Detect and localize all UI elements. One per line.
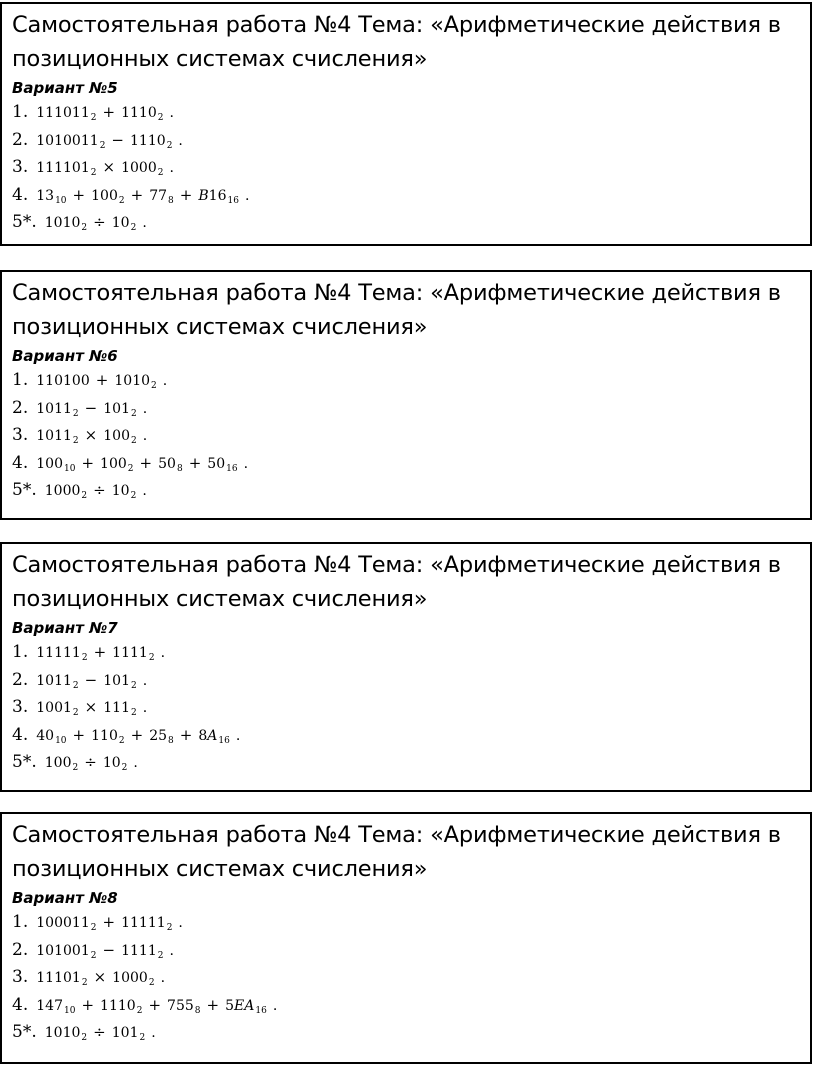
number-term xyxy=(36,970,87,986)
base-subscript: 16 xyxy=(226,463,238,474)
task-item xyxy=(12,725,810,753)
task-expression xyxy=(36,698,147,716)
term-value: 50 xyxy=(207,455,226,472)
number-term xyxy=(91,188,125,204)
number-term xyxy=(112,215,137,231)
term-value: 1111 xyxy=(112,645,148,661)
card-title: Самостоятельная работа №4 Тема: «Арифметические действия в позиционных системах счисления» xyxy=(12,552,781,612)
task-item xyxy=(12,697,810,725)
number-term xyxy=(45,1025,87,1041)
number-term xyxy=(36,133,105,149)
task-end-dot: . xyxy=(178,915,183,931)
task-end-dot: . xyxy=(142,215,147,231)
term-value: 8A xyxy=(198,727,218,744)
task-number: 3. xyxy=(12,157,29,177)
task-expression xyxy=(45,1023,156,1041)
task-expression xyxy=(36,371,167,389)
term-value: 5EA xyxy=(225,997,255,1014)
task-number: 5*. xyxy=(12,1022,37,1042)
number-term xyxy=(36,700,78,716)
term-value: 1110 xyxy=(130,132,166,149)
number-term xyxy=(36,645,87,661)
task-expression xyxy=(36,399,147,417)
base-subscript: 8 xyxy=(194,1005,201,1016)
term-value: 101 xyxy=(111,1025,139,1041)
task-expression xyxy=(36,103,174,121)
task-end-dot: . xyxy=(151,1025,156,1041)
base-subscript: 2 xyxy=(131,408,137,419)
term-value: B16 xyxy=(198,187,227,204)
task-end-dot: . xyxy=(142,400,148,417)
operator: + xyxy=(72,725,86,744)
number-term xyxy=(121,943,163,959)
operator: + xyxy=(188,453,202,472)
base-subscript: 2 xyxy=(131,680,137,691)
number-term xyxy=(100,456,134,472)
task-end-dot: . xyxy=(142,428,148,444)
task-expression xyxy=(36,968,165,986)
number-term xyxy=(198,728,230,744)
card-variant-7 xyxy=(0,542,812,792)
term-value: 755 xyxy=(167,997,194,1014)
term-value: 111011 xyxy=(36,105,90,121)
number-term xyxy=(103,401,137,417)
operator: + xyxy=(102,103,116,121)
base-subscript: 2 xyxy=(72,680,79,691)
task-number: 4. xyxy=(12,724,29,745)
operator: + xyxy=(130,725,144,744)
base-subscript: 8 xyxy=(176,463,183,474)
variant-label: Вариант №7 xyxy=(12,619,118,637)
base-subscript: 2 xyxy=(131,708,137,718)
number-term xyxy=(121,105,163,121)
task-end-dot: . xyxy=(133,755,138,771)
term-value: 13 xyxy=(36,187,55,204)
operator: + xyxy=(179,725,193,744)
term-value: 1111 xyxy=(121,942,157,959)
number-term xyxy=(36,401,78,417)
operator: + xyxy=(206,995,220,1014)
card-title: Самостоятельная работа №4 Тема: «Арифметические действия в позиционных системах счисления» xyxy=(12,280,781,340)
task-end-dot: . xyxy=(178,132,183,149)
task-item xyxy=(12,752,810,780)
number-term xyxy=(36,673,78,689)
number-term xyxy=(114,373,156,389)
number-term xyxy=(91,728,125,744)
base-subscript: 2 xyxy=(130,223,137,233)
number-term xyxy=(36,373,90,389)
term-value: 1110 xyxy=(121,105,157,121)
task-end-dot: . xyxy=(162,373,168,389)
task-expression xyxy=(36,131,183,149)
term-value: 110100 xyxy=(36,373,90,389)
card-variant-6 xyxy=(0,270,812,520)
base-subscript: 2 xyxy=(136,1005,143,1016)
number-term xyxy=(100,998,142,1014)
term-value: 100011 xyxy=(36,915,90,931)
variant-label: Вариант №6 xyxy=(12,347,118,365)
base-subscript: 2 xyxy=(157,168,164,178)
term-value: 1110 xyxy=(100,997,136,1014)
base-subscript: 10 xyxy=(55,195,67,206)
number-term xyxy=(121,915,172,931)
operator: + xyxy=(81,995,95,1014)
task-expression xyxy=(36,996,277,1014)
card-variant-8 xyxy=(0,812,812,1064)
task-number: 1. xyxy=(12,370,29,390)
base-subscript: 2 xyxy=(157,113,164,123)
task-expression xyxy=(36,913,183,931)
term-value: 1010 xyxy=(114,373,151,389)
term-value: 110 xyxy=(91,727,118,744)
operator: × xyxy=(84,426,98,444)
term-value: 101 xyxy=(103,400,130,417)
base-subscript: 10 xyxy=(64,463,76,474)
task-item xyxy=(12,912,810,940)
number-term xyxy=(45,483,87,499)
operator: + xyxy=(102,913,116,931)
term-value: 100 xyxy=(36,455,63,472)
task-number: 4. xyxy=(12,184,29,205)
task-item xyxy=(12,398,810,426)
base-subscript: 2 xyxy=(90,113,97,123)
task-end-dot: . xyxy=(235,727,241,744)
task-item xyxy=(12,212,810,240)
term-value: 50 xyxy=(158,455,176,472)
operator: + xyxy=(179,185,193,204)
term-value: 25 xyxy=(149,727,168,744)
operator: − xyxy=(111,130,124,149)
term-value: 100 xyxy=(100,455,127,472)
term-value: 111101 xyxy=(36,160,90,176)
number-term xyxy=(36,428,78,444)
term-value: 1010011 xyxy=(36,132,99,149)
term-value: 1000 xyxy=(44,483,81,499)
base-subscript: 2 xyxy=(166,140,173,151)
task-end-dot: . xyxy=(272,997,278,1014)
number-term xyxy=(103,428,137,444)
number-term xyxy=(36,728,66,744)
task-number: 2. xyxy=(12,939,29,960)
task-number: 3. xyxy=(12,425,29,445)
base-subscript: 2 xyxy=(81,653,88,663)
term-value: 100 xyxy=(103,428,130,444)
base-subscript: 2 xyxy=(99,140,106,151)
term-value: 11111 xyxy=(36,645,81,661)
task-expression xyxy=(36,726,240,744)
task-number: 2. xyxy=(12,669,29,690)
task-item xyxy=(12,185,810,213)
number-term xyxy=(103,755,128,771)
task-number: 5*. xyxy=(12,752,37,772)
card-title: Самостоятельная работа №4 Тема: «Арифметические действия в позиционных системах счисления» xyxy=(12,822,781,882)
operator: + xyxy=(72,185,86,204)
term-value: 111 xyxy=(103,700,130,716)
task-expression xyxy=(36,186,249,204)
number-term xyxy=(112,1025,146,1041)
task-item xyxy=(12,1022,810,1050)
operator: + xyxy=(139,453,153,472)
operator: + xyxy=(130,185,144,204)
base-subscript: 8 xyxy=(168,735,174,746)
task-item xyxy=(12,102,810,130)
base-subscript: 2 xyxy=(72,436,79,446)
task-item xyxy=(12,995,810,1023)
number-term xyxy=(149,188,174,204)
operator: + xyxy=(93,643,107,661)
operator: + xyxy=(148,995,162,1014)
base-subscript: 2 xyxy=(148,978,155,988)
term-value: 100 xyxy=(91,187,118,204)
number-term xyxy=(121,160,163,176)
operator: − xyxy=(84,398,98,417)
number-term xyxy=(207,456,237,472)
task-number: 1. xyxy=(12,102,29,122)
task-number: 1. xyxy=(12,642,29,662)
task-number: 4. xyxy=(12,452,29,473)
base-subscript: 2 xyxy=(130,491,137,501)
variant-label: Вариант №8 xyxy=(12,889,118,907)
number-term xyxy=(158,456,183,472)
operator: × xyxy=(102,158,116,176)
operator: × xyxy=(93,968,107,986)
task-number: 1. xyxy=(12,912,29,932)
task-number: 3. xyxy=(12,967,29,987)
task-item xyxy=(12,370,810,398)
number-term xyxy=(112,483,137,499)
term-value: 1000 xyxy=(121,160,157,176)
task-list xyxy=(2,370,810,508)
base-subscript: 2 xyxy=(148,653,155,663)
task-expression xyxy=(36,941,174,959)
operator: − xyxy=(84,670,98,689)
operator: ÷ xyxy=(84,753,97,771)
task-end-dot: . xyxy=(160,970,166,986)
task-expression xyxy=(45,753,138,771)
number-term xyxy=(36,943,96,959)
number-term xyxy=(36,456,75,472)
task-expression xyxy=(36,158,174,176)
task-number: 5*. xyxy=(12,480,37,500)
base-subscript: 2 xyxy=(139,1033,146,1043)
task-expression xyxy=(45,213,147,231)
number-term xyxy=(130,133,172,149)
base-subscript: 10 xyxy=(55,735,67,746)
term-value: 1010 xyxy=(44,1025,81,1041)
term-value: 11111 xyxy=(121,915,166,931)
task-item xyxy=(12,670,810,698)
base-subscript: 2 xyxy=(157,950,164,961)
base-subscript: 16 xyxy=(255,1005,267,1016)
term-value: 10 xyxy=(111,215,130,231)
base-subscript: 2 xyxy=(151,381,157,391)
term-value: 1011 xyxy=(36,428,72,444)
task-number: 2. xyxy=(12,397,29,418)
number-term xyxy=(103,673,137,689)
number-term xyxy=(167,998,201,1014)
task-end-dot: . xyxy=(169,105,174,121)
number-term xyxy=(149,728,174,744)
task-list xyxy=(2,102,810,240)
base-subscript: 2 xyxy=(166,923,173,933)
task-item xyxy=(12,940,810,968)
number-term xyxy=(45,755,79,771)
task-expression xyxy=(36,426,147,444)
number-term xyxy=(36,105,96,121)
term-value: 100 xyxy=(44,755,72,771)
term-value: 1001 xyxy=(36,700,72,716)
number-term xyxy=(225,998,267,1014)
base-subscript: 2 xyxy=(121,763,128,773)
base-subscript: 2 xyxy=(72,708,79,718)
base-subscript: 2 xyxy=(90,950,97,961)
base-subscript: 2 xyxy=(90,168,97,178)
term-value: 10 xyxy=(111,483,130,499)
base-subscript: 16 xyxy=(227,195,239,206)
number-term xyxy=(36,160,96,176)
base-subscript: 2 xyxy=(81,223,88,233)
task-number: 5*. xyxy=(12,212,37,232)
card-title: Самостоятельная работа №4 Тема: «Арифметические действия в позиционных системах счисления» xyxy=(12,12,781,72)
term-value: 1010 xyxy=(44,215,81,231)
task-list xyxy=(2,912,810,1050)
term-value: 147 xyxy=(36,997,63,1014)
task-number: 3. xyxy=(12,697,29,717)
operator: + xyxy=(81,453,95,472)
base-subscript: 2 xyxy=(131,436,137,446)
task-end-dot: . xyxy=(142,672,148,689)
task-number: 4. xyxy=(12,994,29,1015)
task-number: 2. xyxy=(12,129,29,150)
base-subscript: 10 xyxy=(64,1005,76,1016)
term-value: 101001 xyxy=(36,942,90,959)
base-subscript: 2 xyxy=(81,1033,88,1043)
task-end-dot: . xyxy=(160,645,166,661)
base-subscript: 2 xyxy=(72,763,79,773)
base-subscript: 2 xyxy=(118,735,125,746)
base-subscript: 2 xyxy=(81,491,88,501)
card-variant-5 xyxy=(0,2,812,246)
task-end-dot: . xyxy=(169,160,174,176)
term-value: 77 xyxy=(149,187,168,204)
task-item xyxy=(12,425,810,453)
base-subscript: 2 xyxy=(127,463,134,474)
term-value: 11101 xyxy=(36,970,81,986)
base-subscript: 2 xyxy=(81,978,88,988)
task-item xyxy=(12,130,810,158)
term-value: 1011 xyxy=(36,400,72,417)
task-expression xyxy=(36,671,147,689)
term-value: 1000 xyxy=(112,970,148,986)
task-item xyxy=(12,157,810,185)
number-term xyxy=(103,700,137,716)
number-term xyxy=(36,998,75,1014)
number-term xyxy=(198,188,239,204)
task-expression xyxy=(36,643,165,661)
number-term xyxy=(36,915,96,931)
operator: + xyxy=(95,371,109,389)
term-value: 1011 xyxy=(36,672,72,689)
task-item xyxy=(12,480,810,508)
task-list xyxy=(2,642,810,780)
task-end-dot: . xyxy=(244,187,250,204)
task-expression xyxy=(36,454,248,472)
base-subscript: 2 xyxy=(90,923,97,933)
operator: × xyxy=(84,698,98,716)
base-subscript: 8 xyxy=(168,195,174,206)
task-end-dot: . xyxy=(169,942,174,959)
task-end-dot: . xyxy=(142,700,148,716)
variant-label: Вариант №5 xyxy=(12,79,118,97)
operator: ÷ xyxy=(93,481,106,499)
term-value: 101 xyxy=(103,672,130,689)
base-subscript: 16 xyxy=(218,735,230,746)
base-subscript: 2 xyxy=(72,408,79,419)
number-term xyxy=(112,645,154,661)
task-end-dot: . xyxy=(142,483,147,499)
operator: − xyxy=(102,940,116,959)
base-subscript: 2 xyxy=(118,195,125,206)
number-term xyxy=(45,215,87,231)
task-expression xyxy=(45,481,147,499)
task-item xyxy=(12,967,810,995)
operator: ÷ xyxy=(93,1023,106,1041)
task-end-dot: . xyxy=(243,455,249,472)
number-term xyxy=(36,188,66,204)
operator: ÷ xyxy=(93,213,106,231)
number-term xyxy=(112,970,154,986)
task-item xyxy=(12,453,810,481)
term-value: 40 xyxy=(36,727,55,744)
task-item xyxy=(12,642,810,670)
term-value: 10 xyxy=(102,755,121,771)
